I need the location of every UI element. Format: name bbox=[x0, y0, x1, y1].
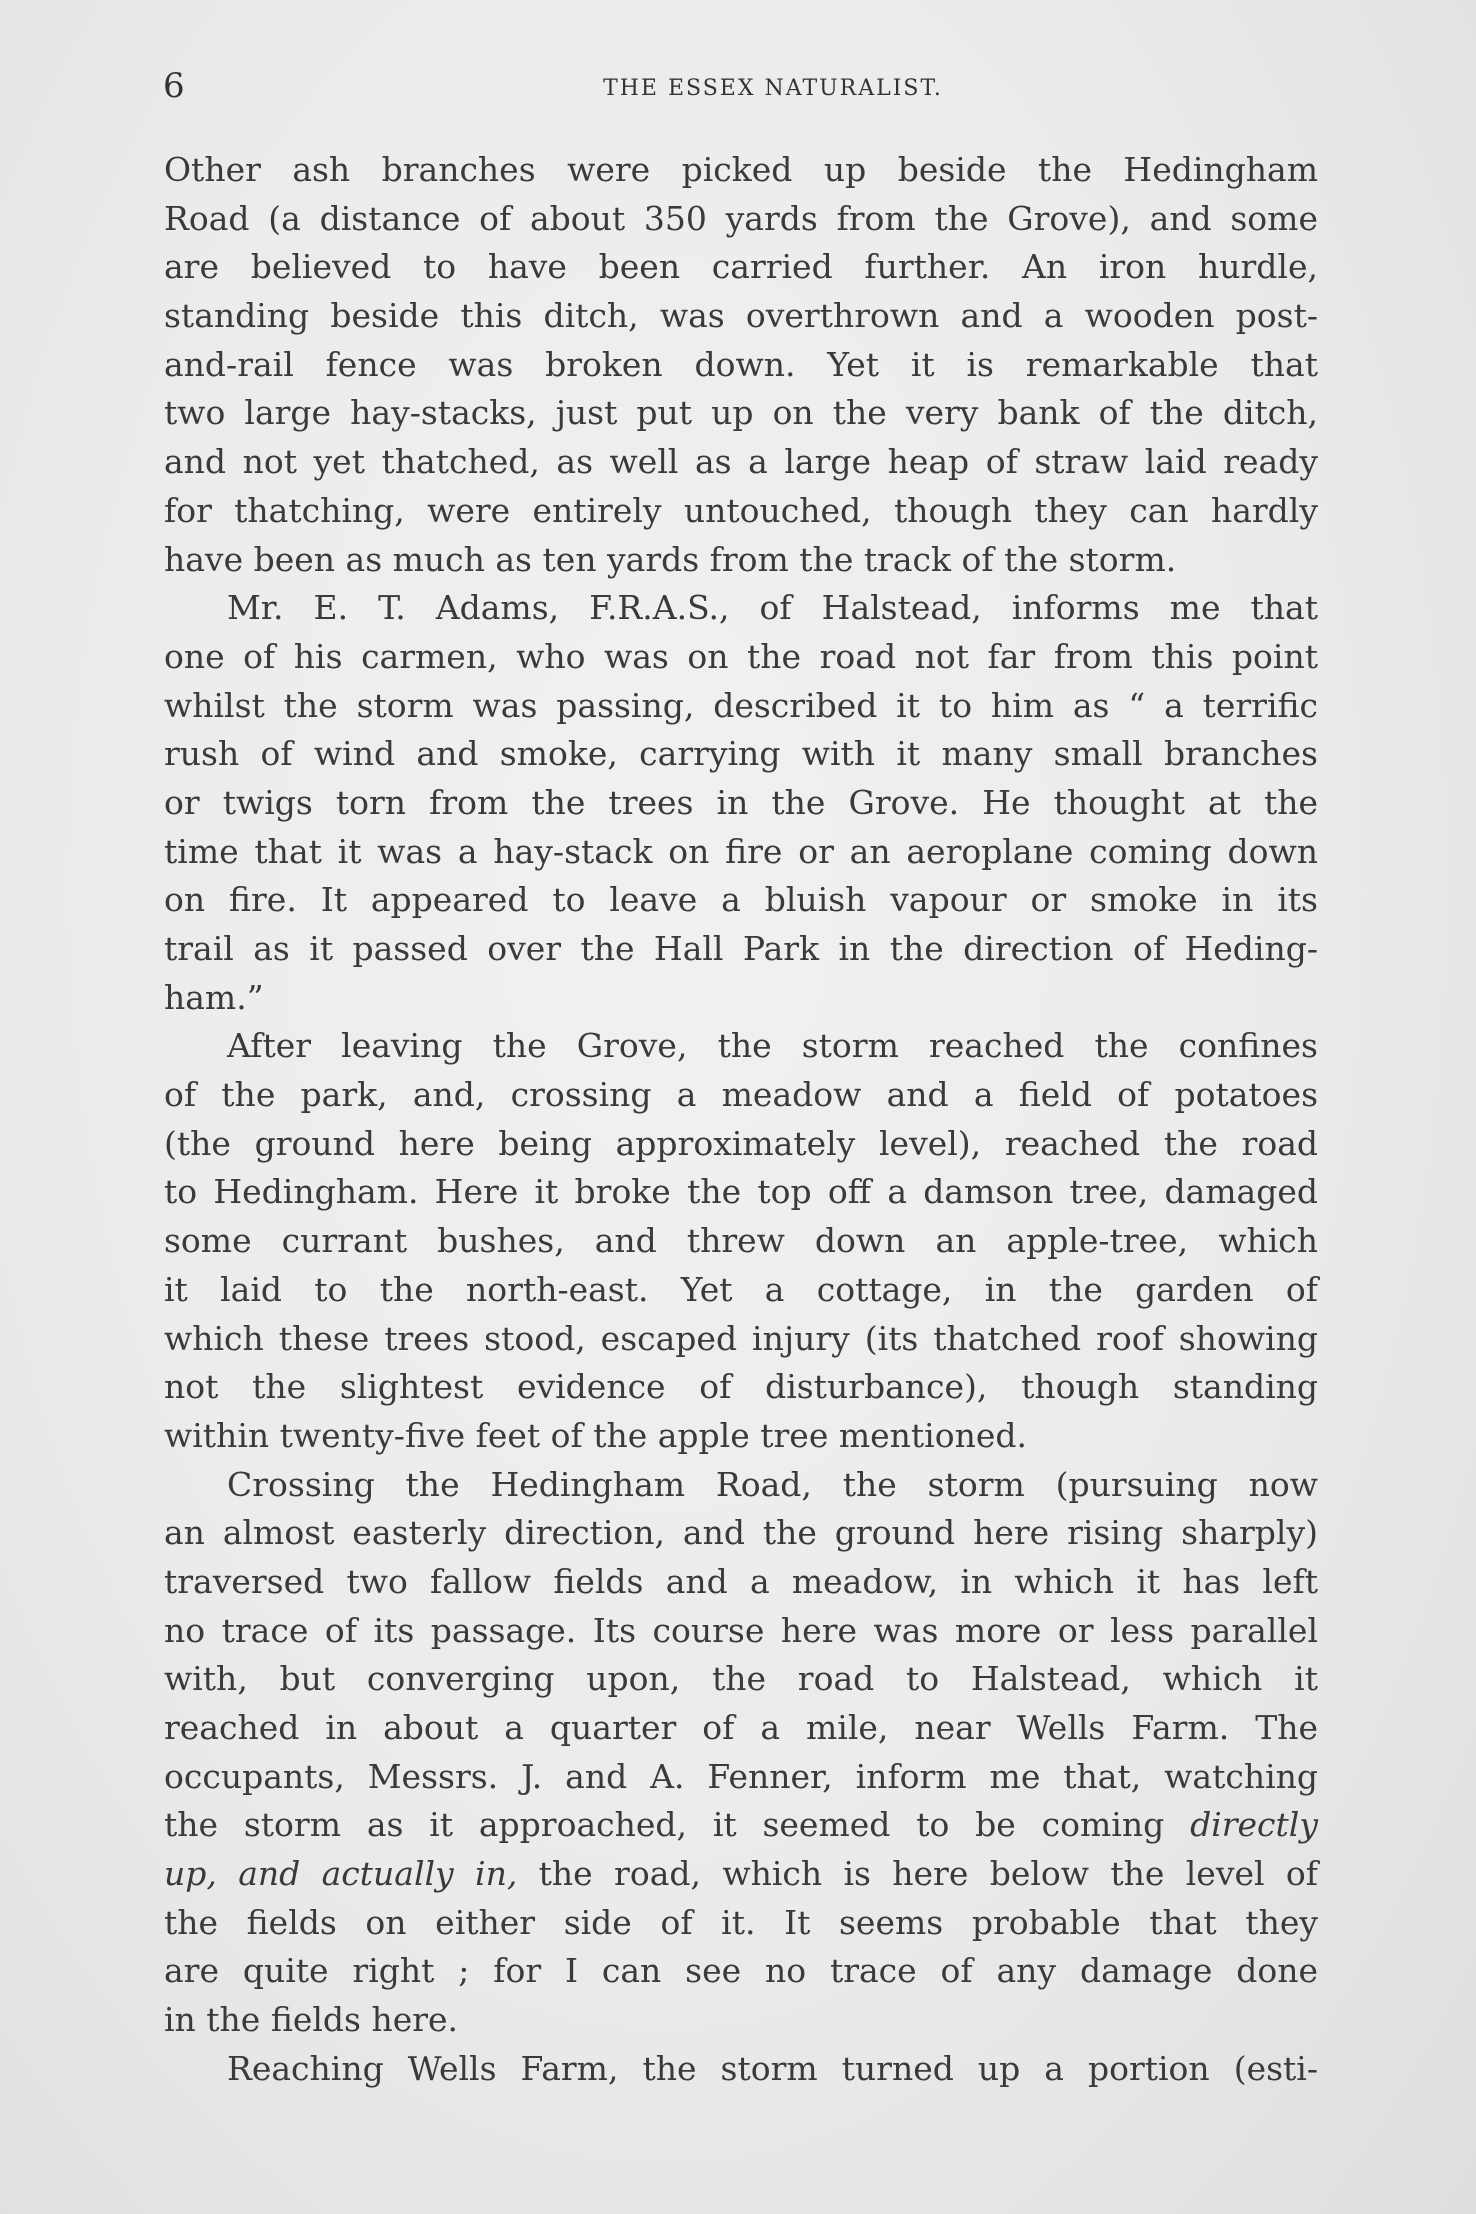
text-line bbox=[164, 1801, 1318, 1850]
text-line: traversed two fallow fields and a meadow, in which it has left bbox=[164, 1561, 1318, 1601]
text-line: rush of wind and smoke, carrying with it many small branches bbox=[164, 734, 1318, 774]
text-line: it laid to the north-east. Yet a cottage, in the garden of bbox=[164, 1269, 1318, 1309]
text-line: which these trees stood, escaped injury (its thatched roof showing bbox=[164, 1318, 1318, 1358]
text-line: and-rail fence was broken down. Yet it is remarkable that bbox=[164, 344, 1318, 384]
text-line: one of his carmen, who was on the road not far from this point bbox=[164, 636, 1318, 676]
italic-text: directly bbox=[1190, 1805, 1318, 1845]
text-line: have been as much as ten yards from the track of the storm. bbox=[164, 539, 1177, 579]
page-number: 6 bbox=[163, 66, 185, 106]
text-line: an almost easterly direction, and the ground here rising sharply) bbox=[164, 1513, 1318, 1553]
paragraph-start-line: After leaving the Grove, the storm reached the confines bbox=[227, 1026, 1318, 1066]
text-line: Other ash branches were picked up beside the Hedingham bbox=[164, 150, 1318, 189]
body-text bbox=[164, 146, 1318, 2094]
text-line bbox=[164, 1850, 1318, 1899]
paragraph-start-line: Reaching Wells Farm, the storm turned up a portion (esti- bbox=[227, 2048, 1318, 2088]
text-line: or twigs torn from the trees in the Grove. He thought at the bbox=[164, 782, 1318, 822]
text-line: trail as it passed over the Hall Park in the direction of Heding- bbox=[164, 929, 1318, 968]
text-line: time that it was a hay-stack on fire or an aeroplane coming down bbox=[164, 831, 1318, 871]
text-line: Road (a distance of about 350 yards from the Grove), and some bbox=[164, 198, 1318, 238]
text-line: two large hay-stacks, just put up on the very bank of the ditch, bbox=[164, 393, 1318, 433]
journal-title: THE ESSEX NATURALIST. bbox=[603, 76, 943, 101]
text-line: are believed to have been carried further. An iron hurdle, bbox=[164, 247, 1318, 287]
text-line: no trace of its passage. Its course here was more or less parallel bbox=[164, 1610, 1318, 1650]
text-line: are quite right ; for I can see no trace of any damage done bbox=[164, 1951, 1318, 1991]
text-line: with, but converging upon, the road to Halstead, which it bbox=[164, 1659, 1318, 1699]
text-line: standing beside this ditch, was overthrown and a wooden post- bbox=[164, 296, 1318, 336]
italic-text: up, and actually in, bbox=[164, 1854, 518, 1894]
text-line: on fire. It appeared to leave a bluish vapour or smoke in its bbox=[164, 880, 1318, 920]
text-line: for thatching, were entirely untouched, though they can hardly bbox=[164, 490, 1318, 530]
paragraph-start-line: Crossing the Hedingham Road, the storm (pursuing now bbox=[227, 1464, 1318, 1504]
text-segment: the storm as it approached, it seemed to be coming bbox=[164, 1805, 1165, 1845]
text-line: of the park, and, crossing a meadow and a field of potatoes bbox=[164, 1075, 1318, 1115]
text-line: some currant bushes, and threw down an apple-tree, which bbox=[164, 1221, 1318, 1261]
text-line: occupants, Messrs. J. and A. Fenner, inform me that, watching bbox=[164, 1756, 1318, 1796]
text-line: whilst the storm was passing, described it to him as “ a terrific bbox=[164, 685, 1318, 725]
text-line: (the ground here being approximately level), reached the road bbox=[164, 1123, 1318, 1163]
text-line: reached in about a quarter of a mile, near Wells Farm. The bbox=[164, 1708, 1318, 1747]
text-line: within twenty-five feet of the apple tree mentioned. bbox=[164, 1415, 1027, 1455]
text-line: ham.” bbox=[164, 977, 264, 1017]
running-head bbox=[163, 66, 1323, 116]
text-line: not the slightest evidence of disturbance), though standing bbox=[164, 1367, 1318, 1407]
paragraph-start-line: Mr. E. T. Adams, F.R.A.S., of Halstead, informs me that bbox=[227, 588, 1318, 628]
text-line: to Hedingham. Here it broke the top off a damson tree, damaged bbox=[164, 1172, 1318, 1212]
text-segment: the road, which is here below the level of bbox=[538, 1854, 1318, 1894]
text-line: in the fields here. bbox=[164, 2000, 459, 2040]
text-line: and not yet thatched, as well as a large heap of straw laid ready bbox=[164, 442, 1318, 482]
text-line: the fields on either side of it. It seems probable that they bbox=[164, 1902, 1318, 1942]
